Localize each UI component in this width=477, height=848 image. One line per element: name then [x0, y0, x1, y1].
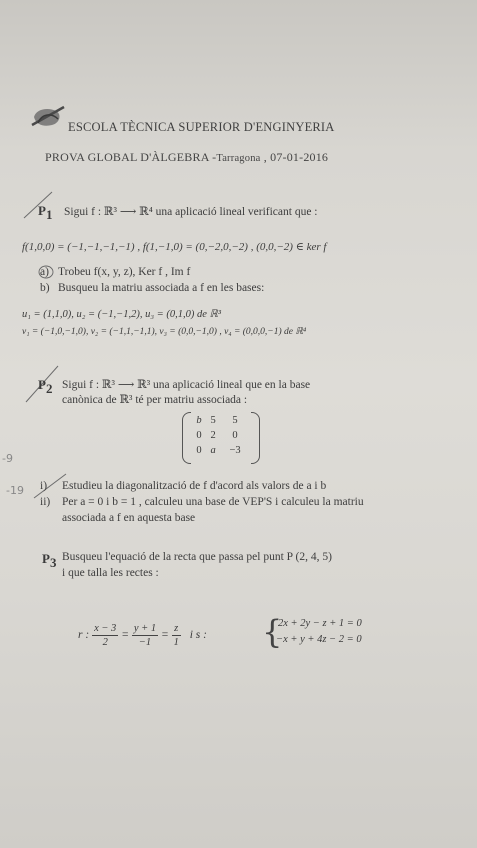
p2-label: $P_2$ [38, 377, 53, 397]
p2-i-text: Estudieu la diagonalització de f d'acord als valors de a i b [62, 480, 327, 492]
matrix-row [192, 428, 250, 443]
s-eq1: 2x + 2y − z + 1 = 0 [278, 618, 362, 629]
p2-ii-text1: Per a = 0 i b = 1 , calculeu una base de VEP'S i calculeu la matriu [62, 496, 364, 508]
r-frac-3: $\frac{z}{1}$ [173, 623, 179, 648]
p1-a-text: Trobeu f(x, y, z), Ker f , Im f [58, 266, 191, 278]
p3-label: $P_3$ [42, 551, 57, 571]
line-r-equation: r : $\frac{x - 3}{2}$ = $\frac{y + 1}{-1}$ = $\frac{z}{1}$ i s : [78, 623, 207, 648]
p1-b-text: Busqueu la matriu associada a f en les bases: [58, 282, 265, 294]
p1-basis-v: v₁ = (−1,0,−1,0), v₂ = (−1,1,−1,1), v₃ = (0,0,−1,0) , v₄ = (0,0,0,−1) de ℝ⁴ [22, 327, 307, 337]
exam-title [45, 150, 328, 165]
p1-a-mark: a) [40, 266, 49, 278]
exam-place: Tarragona [216, 153, 261, 164]
p1-statement: Sigui f : ℝ³ ⟶ ℝ⁴ una aplicació lineal verificant que : [64, 206, 318, 218]
p1-condition: f(1,0,0) = (−1,−1,−1,−1) , f(1,−1,0) = (0,−2,0,−2) , (0,0,−2) ∈ ker f [22, 241, 327, 253]
and-s-prefix: i s : [189, 629, 207, 642]
matrix-cell: a [210, 445, 216, 456]
margin-note-1: -9 [2, 452, 13, 465]
p1-label: $P_1$ [38, 203, 53, 223]
matrix-table [192, 413, 250, 458]
p3-line2: i que talla les rectes : [62, 567, 159, 579]
matrix-cell: 5 [232, 415, 238, 426]
p1-b-mark: b) [40, 282, 50, 294]
exam-prefix: PROVA GLOBAL D'ÀLGEBRA - [45, 150, 217, 164]
r-frac-1: $\frac{x - 3}{2}$ [94, 623, 117, 648]
s-eq2: −x + y + 4z − 2 = 0 [276, 634, 362, 645]
matrix-row [192, 443, 250, 458]
system-brace: { [262, 613, 283, 651]
matrix-cell: 5 [210, 415, 216, 426]
matrix-cell: 2 [210, 430, 216, 441]
r-frac-2: $\frac{y + 1}{-1}$ [133, 623, 157, 648]
matrix-left-paren [182, 412, 191, 464]
matrix-cell: b [196, 415, 202, 426]
p2-i-mark: i) [40, 480, 48, 492]
matrix-cell: 0 [196, 445, 202, 456]
matrix-cell: −3 [229, 445, 241, 456]
matrix-row [192, 413, 250, 428]
p2-line2: canònica de ℝ³ té per matriu associada : [62, 394, 248, 406]
school-name: ESCOLA TÈCNICA SUPERIOR D'ENGINYERIA [68, 120, 335, 134]
school-logo-icon [30, 103, 66, 131]
p3-line1: Busqueu l'equació de la recta que passa pel punt P (2, 4, 5) [62, 551, 332, 563]
exam-date: , 07-01-2016 [263, 150, 329, 164]
margin-note-2: -19 [6, 484, 24, 497]
p2-ii-text2: associada a f en aquesta base [62, 512, 196, 524]
p2-ii-mark: ii) [40, 496, 51, 508]
matrix-cell: 0 [196, 430, 202, 441]
r-prefix: r : [78, 629, 90, 642]
matrix-cell: 0 [232, 430, 238, 441]
matrix-right-paren [251, 412, 260, 464]
p1-basis-u: u₁ = (1,1,0), u₂ = (−1,−1,2), u₃ = (0,1,0) de ℝ³ [22, 309, 221, 320]
p2-matrix [182, 412, 260, 462]
p2-line1: Sigui f : ℝ³ ⟶ ℝ³ una aplicació lineal que en la base [62, 379, 311, 391]
